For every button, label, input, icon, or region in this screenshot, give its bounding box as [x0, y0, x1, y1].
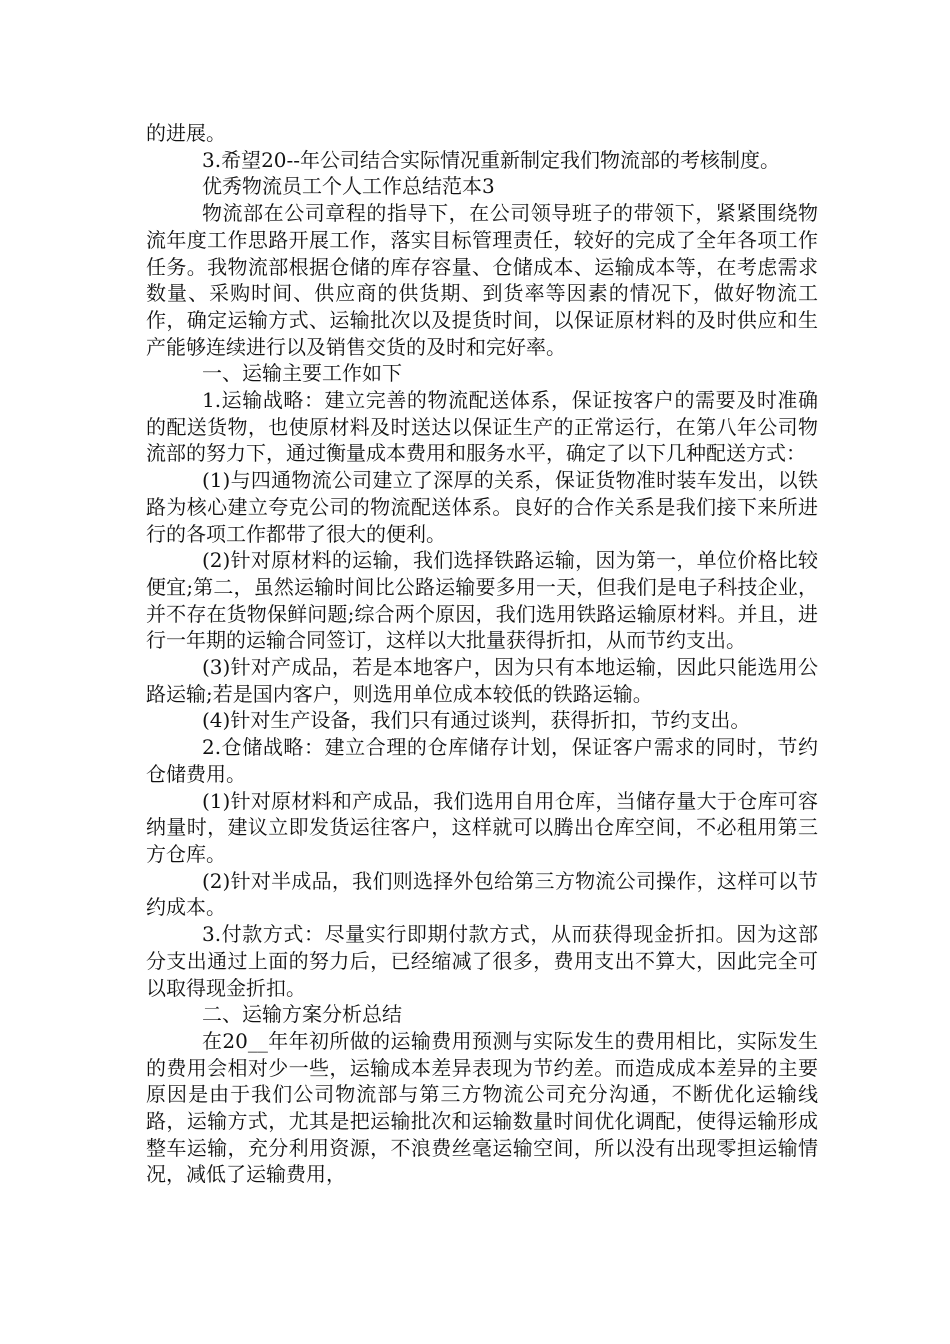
paragraph-15: 二、运输方案分析总结 [202, 1002, 402, 1027]
paragraph-7: (1)与四通物流公司建立了深厚的关系，保证货物准时装车发出，以铁路为核心建立夸克公司的物流配送体系。良好的合作关系是我们接下来所进行的各项工作都带了很大的便利。 [146, 468, 818, 546]
paragraph-8: (2)针对原材料的运输，我们选择铁路运输，因为第一，单位价格比较便宜;第二，虽然运输时间比公路运输要多用一天，但我们是电子科技企业，并不存在货物保鲜问题;综合两个原因，我们选用铁路运输原材料。并且，进行一年期的运输合同签订，这样以大批量获得折扣，从而节约支出。 [146, 548, 818, 653]
paragraph-12: (1)针对原材料和产成品，我们选用自用仓库，当储存量大于仓库可容纳量时，建议立即发货运往客户，这样就可以腾出仓库空间，不必租用第三方仓库。 [146, 788, 818, 866]
paragraph-11: 2.仓储战略：建立合理的仓库储存计划，保证客户需求的同时，节约仓储费用。 [146, 735, 818, 786]
document-body [146, 120, 818, 1188]
paragraph-2: 3.希望20--年公司结合实际情况重新制定我们物流部的考核制度。 [202, 147, 781, 172]
paragraph-16: 在20__年年初所做的运输费用预测与实际发生的费用相比，实际发生的费用会相对少一些，运输成本差异表现为节约差。而造成成本差异的主要原因是由于我们公司物流部与第三方物流公司充分沟通，不断优化运输线路，运输方式，尤其是把运输批次和运输数量时间优化调配，使得运输形成整车运输，充分利用资源，不浪费丝毫运输空间，所以没有出现零担运输情况，减低了运输费用， [146, 1028, 818, 1187]
paragraph-9: (3)针对产成品，若是本地客户，因为只有本地运输，因此只能选用公路运输;若是国内客户，则选用单位成本较低的铁路运输。 [146, 655, 818, 706]
paragraph-5: 一、运输主要工作如下 [202, 361, 402, 386]
paragraph-3: 优秀物流员工个人工作总结范本3 [202, 174, 495, 199]
paragraph-6: 1.运输战略：建立完善的物流配送体系，保证按客户的需要及时准确的配送货物，也使原材料及时送达以保证生产的正常运行，在第八年公司物流部的努力下，通过衡量成本费用和服务水平，确定了以下几种配送方式： [146, 388, 818, 466]
paragraph-10: (4)针对生产设备，我们只有通过谈判，获得折扣，节约支出。 [202, 708, 751, 733]
paragraph-13: (2)针对半成品，我们则选择外包给第三方物流公司操作，这样可以节约成本。 [146, 868, 818, 920]
paragraph-14: 3.付款方式：尽量实行即期付款方式，从而获得现金折扣。因为这部分支出通过上面的努力后，已经缩减了很多，费用支出不算大，因此完全可以取得现金折扣。 [146, 922, 818, 1000]
paragraph-4: 物流部在公司章程的指导下，在公司领导班子的带领下，紧紧围绕物流年度工作思路开展工作，落实目标管理责任，较好的完成了全年各项工作任务。我物流部根据仓储的库存容量、仓储成本、运输成本等，在考虑需求数量、采购时间、供应商的供货期、到货率等因素的情况下，做好物流工作，确定运输方式、运输批次以及提货时间，以保证原材料的及时供应和生产能够连续进行以及销售交货的及时和完好率。 [146, 201, 818, 359]
paragraph-1: 的进展。 [146, 121, 226, 145]
